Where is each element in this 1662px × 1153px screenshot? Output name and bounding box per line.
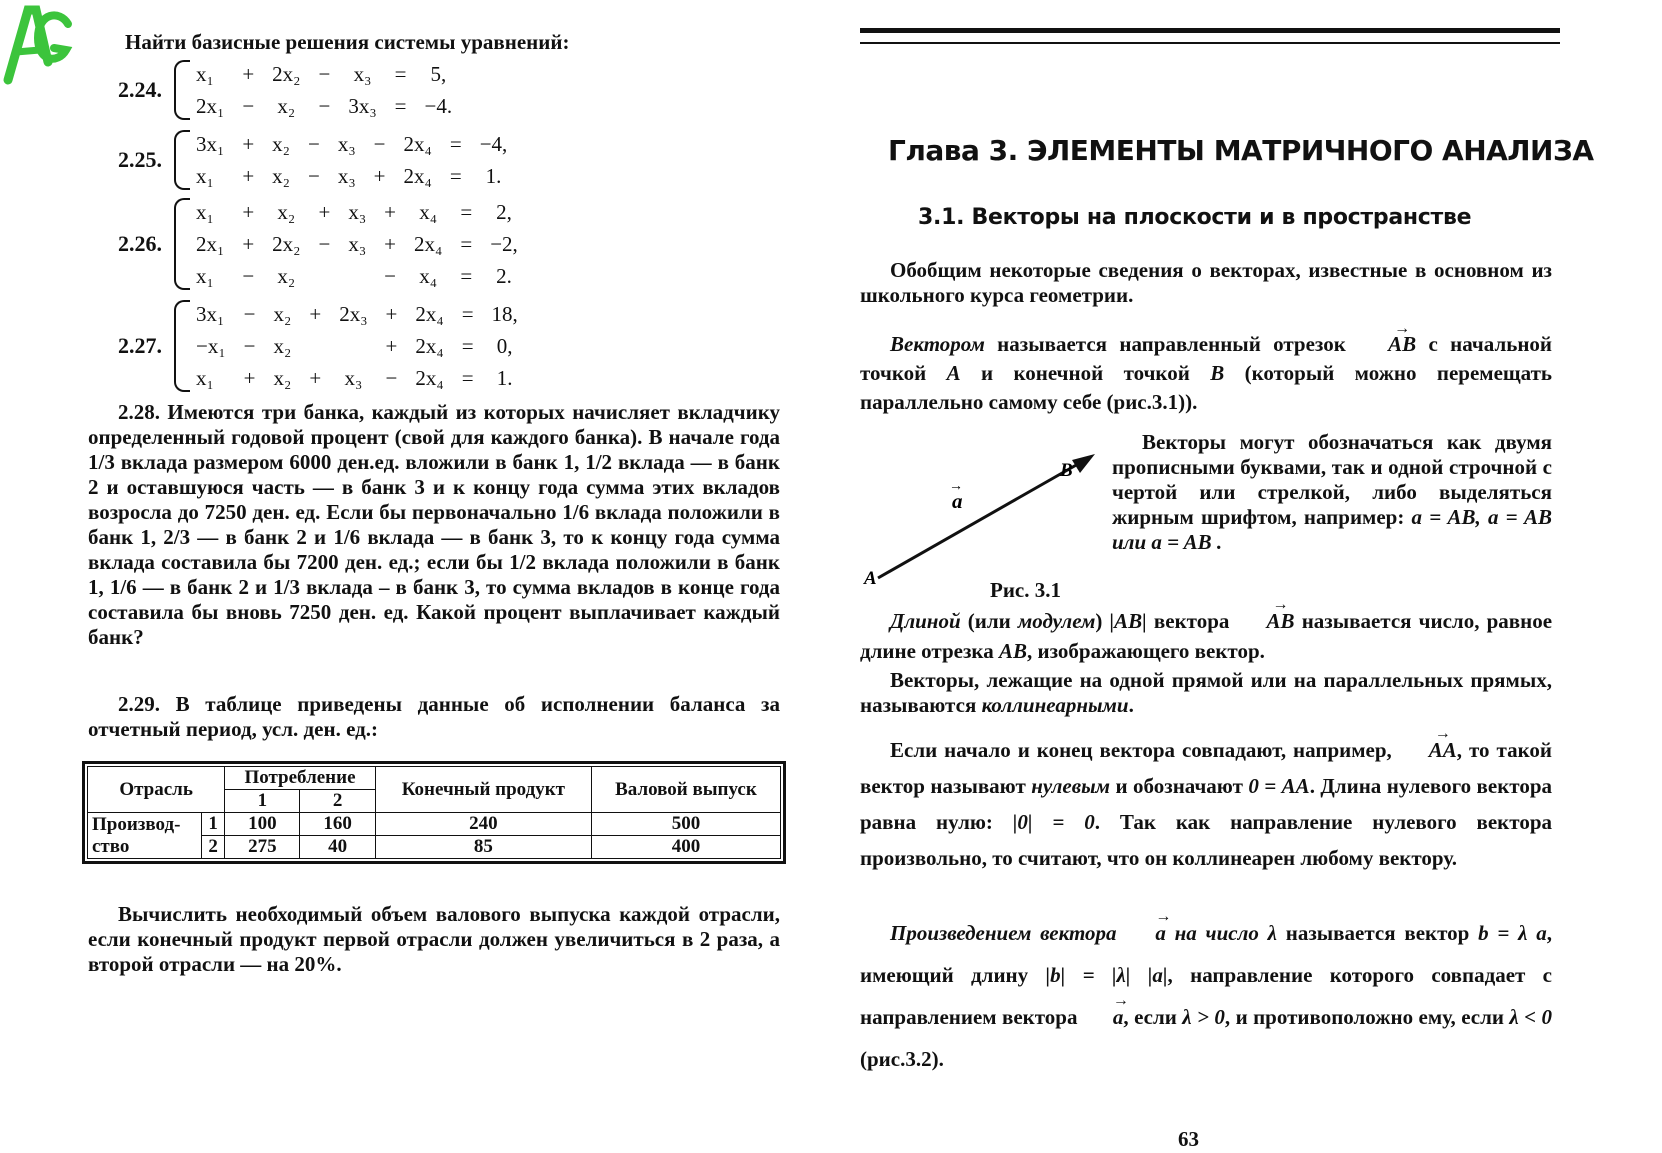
paragraph-scalar-product: Произведением вектора → a на число λ называется вектор b = λ a, имеющий длину |b| = |λ| |a|, направление которого совпадает с направлением вектора → a, если λ > 0, и противоположно ему, если λ < 0 (рис.3.2). [860, 912, 1552, 1080]
system-2-26 [118, 196, 527, 292]
equations: x₁ + x₂ + x₃ + x₄ = 2, 2x₁ + 2x₂ − x₃ + 2x₄ = −2, x₁ − x₂ − x₄ = 2. [196, 200, 518, 288]
problem-2-28: 2.28. Имеются три банка, каждый из которых начисляет вкладчику определенный годовой процент (свой для каждого банка). В начале года 1/3 вклада размером 6000 ден.ед. вложили в банк 1, 1/2 вклада — в банк 2 и оставшуюся часть — в банк 3 и к концу года сумма этих вкладов возросла до 7250 ден. ед. Если бы первоначально 1/6 вклада положили в банк 1, 2/3 — в банк 2 и 1/6 вклада — в банк 3, то к концу года сумма вклада составила бы 7200 ден. ед.; если бы 1/2 вклада положили в банк 1, 1/6 — в банк 2 и 1/3 вклада – в банк 3, то сумма вкладов в конце года составила бы вновь 7250 ден. ед. Какой процент выплачивает каждый банк? [88, 400, 781, 649]
brace [174, 60, 190, 120]
vector-arrow-icon: → [949, 479, 963, 494]
problem-number: 2.24. [118, 77, 162, 102]
section-title: 3.1. Векторы на плоскости и в пространстве [918, 205, 1472, 230]
problem-number: 2.27. [118, 333, 162, 358]
balance-table [87, 766, 781, 859]
system-2-24 [118, 58, 461, 122]
intro-text: Найти базисные решения системы уравнений: [125, 30, 570, 54]
arrowhead-icon [1072, 454, 1095, 473]
table-subheader-row: 1 2 [88, 790, 781, 813]
paragraph-notation: Векторы могут обозначаться как двумя прописными буквами, так и одной строчной с чертой или стрелкой, либо выделяться жирным шрифтом, например: a = AB, a = AB или a = AB . [1112, 430, 1552, 554]
table-row: 2 275 40 85 400 [88, 836, 781, 859]
system-2-27 [118, 298, 527, 394]
left-page [0, 0, 820, 1153]
brace [174, 300, 190, 392]
equations: x₁ + 2x₂ − x₃ = 5, 2x₁ − x₂ − 3x₃ = −4. [196, 62, 453, 118]
problem-number: 2.25. [118, 147, 162, 172]
header-rule [860, 42, 1560, 44]
system-2-25 [118, 128, 516, 192]
vector-line [878, 460, 1085, 578]
header-rule [860, 28, 1560, 33]
figure-caption: Рис. 3.1 [990, 578, 1061, 602]
problem-2-29: 2.29. В таблице приведены данные об исполнении баланса за отчетный период, усл. ден. ед.: [88, 692, 780, 741]
table-row: Производ- ство 1 100 160 240 500 [88, 813, 781, 836]
point-b-label: B [1060, 460, 1073, 481]
table-header-row: Отрасль Потребление Конечный продукт Валовой выпуск [88, 767, 781, 790]
notation-formula: a = AB, a = AB или a = AB . [1112, 505, 1552, 554]
vector-a-label: a [952, 489, 963, 513]
right-page [860, 0, 1662, 1153]
figure-3-1 [860, 440, 1110, 600]
closing-paragraph: Вычислить необходимый объем валового выпуска каждой отрасли, если конечный продукт первой отрасли должен увеличиться в 2 раза, а второй отрасли — на 20%. [88, 902, 780, 976]
ag-logo-icon [2, 2, 74, 88]
point-a-label: A [864, 568, 877, 589]
paragraph-length: Длиной (или модулем) |AB| вектора → AB называется число, равное длине отрезка AB, изображающего вектор. [860, 606, 1552, 666]
problem-number: 2.26. [118, 231, 162, 256]
equations: 3x₁ − x₂ + 2x₃ + 2x₄ = 18, −x₁ − x₂ + 2x₄ = 0, x₁ + x₂ + x₃ − 2x₄ = 1. [196, 302, 518, 390]
brace [174, 130, 190, 190]
chapter-title: Глава 3. ЭЛЕМЕНТЫ МАТРИЧНОГО АНАЛИЗА [888, 134, 1594, 167]
equations: 3x₁ + x₂ − x₃ − 2x₄ = −4, x₁ + x₂ − x₃ + 2x₄ = 1. [196, 132, 508, 188]
paragraph-intro: Обобщим некоторые сведения о векторах, известные в основном из школьного курса геометрии. [860, 258, 1552, 307]
paragraph-zero-vector: Если начало и конец вектора совпадают, например, → AA, то такой вектор называют нулевым и обозначают 0 = AA. Длина нулевого вектора равна нулю: |0| = 0. Так как направление нулевого вектора произвольно, то считают, что он коллинеарен любому вектору. [860, 732, 1552, 876]
page-number: 63 [1178, 1127, 1199, 1151]
paragraph-vector-definition: Вектором называется направленный отрезок → AB с начальной точкой A и конечной точкой B (который можно перемещать параллельно самому себе (рис.3.1)). [860, 330, 1552, 417]
brace [174, 198, 190, 290]
paragraph-collinear: Векторы, лежащие на одной прямой или на параллельных прямых, называются коллинеарными. [860, 668, 1552, 717]
